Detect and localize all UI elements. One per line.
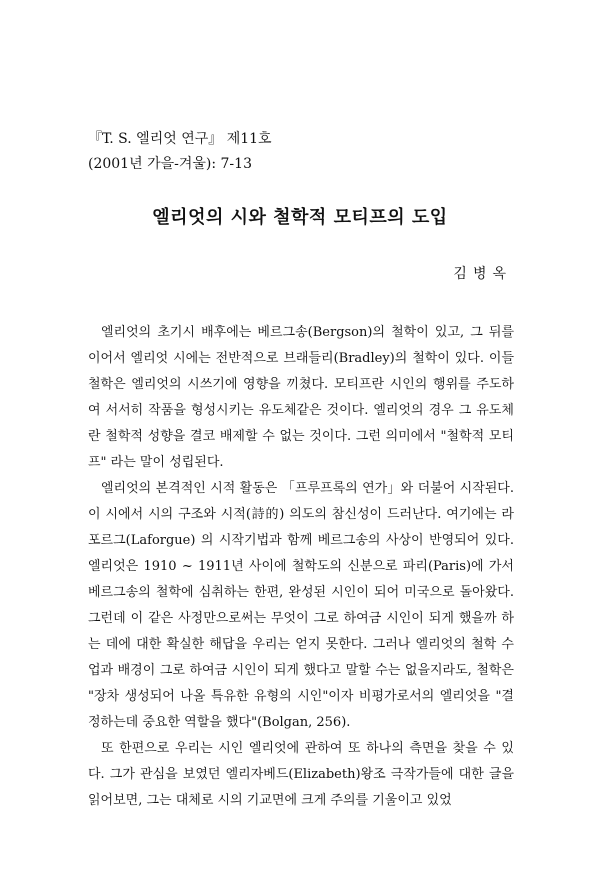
author-name: 김병옥 — [453, 266, 512, 282]
article-title: 엘리엇의 시와 철학적 모티프의 도입 — [152, 207, 448, 228]
journal-header — [88, 127, 272, 177]
paragraph: 엘리엇의 초기시 배후에는 베르그송(Bergson)의 철학이 있고, 그 뒤를 이어서 엘리엇 시에는 전반적으로 브래들리(Bradley)의 철학이 있다. 이들 철학은 엘리엇의 시쓰기에 영향을 끼쳤다. 모티프란 시인의 행위를 주도하여 서서히 작품을 형성시키는 유도체같은 것이다. 엘리엇의 경우 그 유도체란 철학적 성향을 결코 배제할 수 없는 것이다. 그런 의미에서 "철학적 모티프" 라는 말이 성립된다. — [88, 325, 514, 470]
paragraph: 또 한편으로 우리는 시인 엘리엇에 관하여 또 하나의 측면을 찾을 수 있다. 그가 관심을 보였던 엘리자베드(Elizabeth)왕조 극작가들에 대한 글을 읽어보면, 그는 대체로 시의 기교면에 크게 주의를 기울이고 있었 — [88, 741, 514, 808]
journal-name: 『T. S. 엘리엇 연구』 제11호 — [88, 131, 272, 147]
article-body — [88, 320, 514, 814]
paragraph: 엘리엇의 본격적인 시적 활동은 「프루프록의 연가」와 더불어 시작된다. 이 시에서 시의 구조와 시적(詩的) 의도의 참신성이 드러난다. 여기에는 라포르그(Laforgue) 의 시작기법과 함께 베르그송의 사상이 반영되어 있다. 엘리엇은 1910 ~ 1911년 사이에 철학도의 신분으로 파리(Paris)에 가서 베르그송의 철학에 심취하는 한편, 완성된 시인이 되어 미국으로 돌아왔다. 그런데 이 같은 사정만으로써는 무엇이 그로 하여금 시인이 되게 했을까 하는 데에 대한 확실한 해답을 우리는 얻지 못한다. 그러나 엘리엇의 철학 수업과 배경이 그로 하여금 시인이 되게 했다고 말할 수는 없을지라도, 철학은 "장차 생성되어 나올 특유한 유형의 시인"이자 비평가로서의 엘리엇을 "결정하는데 중요한 역할을 했다"(Bolgan, 256). — [88, 481, 514, 730]
issue-info: (2001년 가을-겨울): 7-13 — [88, 156, 252, 172]
